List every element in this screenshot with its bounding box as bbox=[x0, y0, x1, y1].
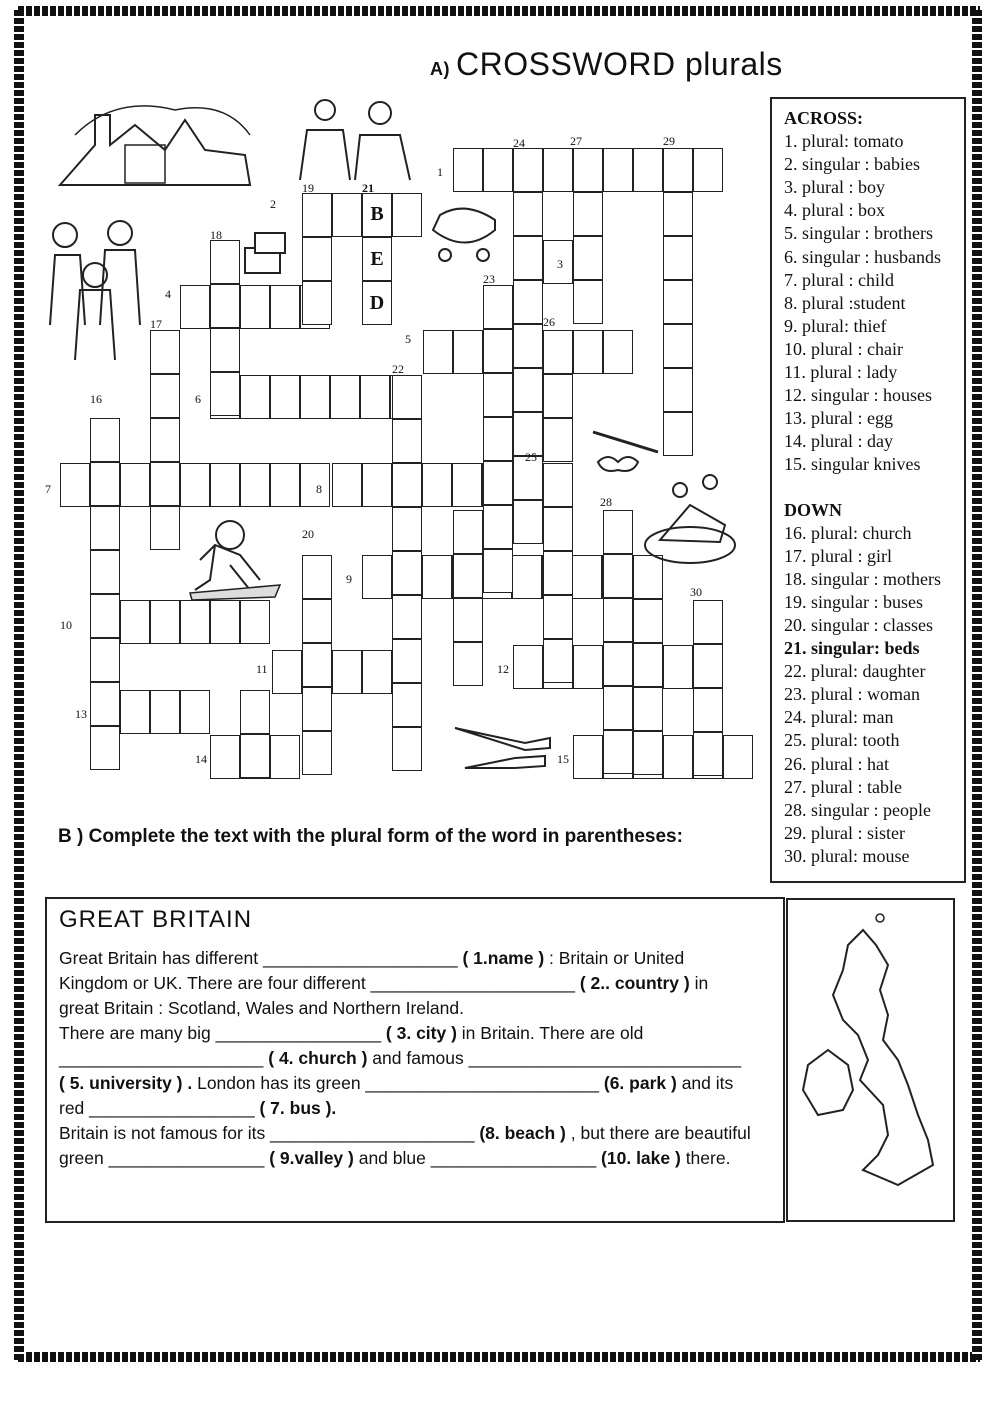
text-fragment: There are many big _________________ bbox=[59, 1023, 386, 1043]
clue-number: 29 bbox=[663, 134, 675, 148]
clue-number: 1 bbox=[437, 165, 443, 179]
crossword-cell[interactable] bbox=[663, 148, 693, 192]
text-fragment: in bbox=[689, 973, 709, 993]
word-cue: ( 4. church ) bbox=[268, 1048, 368, 1068]
across-clue: 9. plural: thief bbox=[784, 315, 887, 336]
down-clue: 25. plural: tooth bbox=[784, 730, 900, 751]
crossword-cell[interactable] bbox=[90, 682, 120, 726]
crossword-cell[interactable] bbox=[362, 650, 392, 694]
clue-number: 25 bbox=[525, 450, 537, 464]
crossword-cell[interactable] bbox=[513, 148, 543, 192]
crossword-cell[interactable] bbox=[90, 638, 120, 682]
text-fragment: _____________________ bbox=[59, 1048, 269, 1068]
clue-number: 21 bbox=[362, 181, 374, 195]
text-fragment: green ________________ bbox=[59, 1148, 270, 1168]
word-cue: ( 9.valley ) bbox=[269, 1148, 354, 1168]
crossword-cell[interactable] bbox=[633, 687, 663, 731]
crossword-cell[interactable] bbox=[150, 418, 180, 462]
crossword-cell[interactable] bbox=[302, 687, 332, 731]
clue-number: 18 bbox=[210, 228, 222, 242]
crossword-cell[interactable] bbox=[270, 463, 300, 507]
across-clue: 7. plural : child bbox=[784, 269, 894, 290]
across-clue: 5. singular : brothers bbox=[784, 223, 933, 244]
crossword-cell[interactable] bbox=[633, 643, 663, 687]
text-line bbox=[59, 948, 684, 968]
clue-number: 14 bbox=[195, 752, 207, 766]
crossword-cell[interactable] bbox=[603, 598, 633, 642]
crossword-cell[interactable] bbox=[240, 463, 270, 507]
word-cue: (6. park ) bbox=[603, 1073, 677, 1093]
crossword-cell[interactable] bbox=[573, 735, 603, 779]
crossword-cell[interactable] bbox=[120, 600, 150, 644]
crossword-cell[interactable] bbox=[483, 285, 513, 329]
crossword-cell[interactable] bbox=[180, 600, 210, 644]
down-clue: 18. singular : mothers bbox=[784, 568, 941, 589]
crossword-cell[interactable] bbox=[663, 735, 693, 779]
crossword-cell[interactable] bbox=[543, 148, 573, 192]
down-clue: 27. plural : table bbox=[784, 776, 902, 797]
filled-letter: E bbox=[370, 248, 384, 270]
clue-number: 4 bbox=[165, 287, 171, 301]
word-cue: (8. beach ) bbox=[479, 1123, 566, 1143]
crossword-cell[interactable] bbox=[360, 375, 390, 419]
text-title: GREAT BRITAIN bbox=[59, 906, 253, 933]
text-line bbox=[59, 1123, 751, 1143]
crossword-cell[interactable] bbox=[663, 324, 693, 368]
crossword-cell[interactable] bbox=[693, 600, 723, 644]
crossword-cell[interactable] bbox=[543, 330, 573, 374]
crossword-cell[interactable] bbox=[422, 463, 452, 507]
crossword-cell[interactable] bbox=[603, 642, 633, 686]
crossword-cell[interactable] bbox=[633, 599, 663, 643]
crossword-cell[interactable] bbox=[302, 599, 332, 643]
text-line bbox=[601, 1148, 730, 1168]
text-fragment: and its bbox=[676, 1073, 734, 1093]
clue-number: 12 bbox=[497, 662, 509, 676]
crossword-cell[interactable] bbox=[392, 375, 422, 419]
crossword-cell[interactable] bbox=[513, 500, 543, 544]
text-fragment: and blue _________________ bbox=[353, 1148, 602, 1168]
crossword-cell[interactable] bbox=[210, 372, 240, 416]
crossword-cell[interactable] bbox=[483, 373, 513, 417]
crossword-cell[interactable] bbox=[180, 463, 210, 507]
text-fragment: Great Britain has different ____________________ bbox=[59, 948, 463, 968]
clue-number: 19 bbox=[302, 181, 314, 195]
crossword-cell[interactable] bbox=[362, 463, 392, 507]
crossword-cell[interactable] bbox=[302, 731, 332, 775]
text-fragment: Kingdom or UK. There are four different _____________________ bbox=[59, 973, 580, 993]
crossword-cell[interactable] bbox=[453, 330, 483, 374]
across-clue: 3. plural : boy bbox=[784, 177, 885, 198]
filled-letter: B bbox=[370, 203, 384, 225]
crossword-cell[interactable] bbox=[603, 730, 633, 774]
crossword-cell[interactable] bbox=[240, 285, 270, 329]
crossword-cell[interactable] bbox=[483, 148, 513, 192]
crossword-cell[interactable] bbox=[453, 598, 483, 642]
across-clue: 10. plural : chair bbox=[784, 338, 903, 359]
text-fragment: Britain is not famous for its _____________________ bbox=[59, 1123, 480, 1143]
crossword-cell[interactable] bbox=[452, 463, 482, 507]
text-line bbox=[59, 998, 464, 1018]
crossword-cell[interactable] bbox=[150, 690, 180, 734]
knives-illustration bbox=[450, 718, 560, 778]
clue-number: 2 bbox=[270, 197, 276, 211]
across-clue: 1. plural: tomato bbox=[784, 131, 904, 152]
castle-illustration bbox=[55, 95, 255, 195]
crossword-cell[interactable] bbox=[603, 148, 633, 192]
text-line bbox=[59, 1098, 336, 1118]
crossword-cell[interactable] bbox=[210, 463, 240, 507]
crossword-cell[interactable] bbox=[693, 732, 723, 776]
crossword-cell[interactable] bbox=[513, 645, 543, 689]
clue-number: 5 bbox=[405, 332, 411, 346]
crossword-cell[interactable] bbox=[90, 550, 120, 594]
crossword-cell[interactable] bbox=[513, 280, 543, 324]
crossword-cell[interactable] bbox=[120, 463, 150, 507]
crossword-cell[interactable] bbox=[90, 506, 120, 550]
crossword-cell[interactable] bbox=[210, 284, 240, 328]
across-clue: 13. plural : egg bbox=[784, 408, 893, 429]
crossword-cell[interactable] bbox=[453, 148, 483, 192]
crossword-cell[interactable] bbox=[693, 644, 723, 688]
boxes-illustration bbox=[240, 228, 300, 278]
crossword-cell[interactable] bbox=[362, 555, 392, 599]
down-clue: 24. plural: man bbox=[784, 707, 894, 728]
clue-number: 30 bbox=[690, 585, 702, 599]
crossword-cell[interactable] bbox=[302, 237, 332, 281]
across-heading: ACROSS: bbox=[784, 108, 864, 128]
crossword-cell[interactable] bbox=[453, 510, 483, 554]
crossword-cell[interactable] bbox=[272, 650, 302, 694]
crossword-cell[interactable] bbox=[483, 505, 513, 549]
down-clue: 17. plural : girl bbox=[784, 545, 892, 566]
crossword-cell[interactable] bbox=[332, 463, 362, 507]
crossword-cell[interactable] bbox=[392, 551, 422, 595]
crossword-cell[interactable] bbox=[120, 690, 150, 734]
crossword-cell[interactable] bbox=[513, 368, 543, 412]
crossword-cell[interactable] bbox=[573, 236, 603, 280]
across-clue: 8. plural :student bbox=[784, 292, 906, 313]
map-box bbox=[786, 898, 955, 1222]
crossword-cell[interactable] bbox=[392, 193, 422, 237]
crossword-cell[interactable] bbox=[603, 554, 633, 598]
crossword-cell[interactable] bbox=[392, 419, 422, 463]
clue-number: 10 bbox=[60, 618, 72, 632]
crossword-cell[interactable] bbox=[302, 643, 332, 687]
down-clue: 23. plural : woman bbox=[784, 684, 920, 705]
text-fragment: in Britain. There are old bbox=[456, 1023, 644, 1043]
crossword-cell[interactable] bbox=[392, 507, 422, 551]
crossword-cell[interactable] bbox=[150, 330, 180, 374]
clue-number: 6 bbox=[195, 392, 201, 406]
crossword-cell[interactable] bbox=[453, 554, 483, 598]
crossword-cell[interactable] bbox=[453, 642, 483, 686]
text-line bbox=[59, 1073, 604, 1093]
britain-map-illustration bbox=[788, 900, 953, 1220]
across-clue: 12. singular : houses bbox=[784, 385, 932, 406]
crossword-cell[interactable] bbox=[150, 600, 180, 644]
crossword-cell[interactable] bbox=[240, 734, 270, 778]
clue-number: 24 bbox=[513, 136, 525, 150]
crossword-cell[interactable] bbox=[302, 193, 332, 237]
crossword-cell[interactable] bbox=[332, 650, 362, 694]
crossword-cell[interactable] bbox=[483, 417, 513, 461]
text-line bbox=[604, 1073, 733, 1093]
text-fragment: red _________________ bbox=[59, 1098, 260, 1118]
crossword-cell[interactable] bbox=[633, 148, 663, 192]
word-cue: ( 2.. country ) bbox=[579, 973, 690, 993]
crossword-cell[interactable] bbox=[60, 463, 90, 507]
teeth-illustration bbox=[588, 422, 668, 477]
crossword-cell[interactable] bbox=[392, 639, 422, 683]
crossword-cell[interactable] bbox=[302, 555, 332, 599]
crossword-cell[interactable] bbox=[543, 551, 573, 595]
crossword-cell[interactable] bbox=[210, 600, 240, 644]
word-cue: ( 1.name ) bbox=[462, 948, 545, 968]
down-clue: 28. singular : people bbox=[784, 799, 931, 820]
crossword-cell[interactable] bbox=[90, 726, 120, 770]
across-clues bbox=[784, 130, 964, 476]
crossword-cell[interactable] bbox=[423, 330, 453, 374]
down-clue: 21. singular: beds bbox=[784, 638, 920, 659]
clue-number: 23 bbox=[483, 272, 495, 286]
crossword-cell[interactable] bbox=[240, 600, 270, 644]
down-heading: DOWN bbox=[784, 499, 842, 520]
crossword-cell[interactable] bbox=[543, 595, 573, 639]
crossword-cell[interactable] bbox=[573, 330, 603, 374]
text-fragment: and famous ____________________________ bbox=[367, 1048, 742, 1068]
down-clue: 19. singular : buses bbox=[784, 591, 923, 612]
crossword-cell[interactable] bbox=[300, 375, 330, 419]
thief-illustration bbox=[180, 515, 285, 600]
down-clue: 26. plural : hat bbox=[784, 753, 889, 774]
text-fragment: there. bbox=[680, 1148, 731, 1168]
crossword-cell[interactable] bbox=[663, 236, 693, 280]
crossword-cell[interactable] bbox=[270, 375, 300, 419]
baby-carriage-illustration bbox=[425, 200, 500, 265]
clue-number: 13 bbox=[75, 707, 87, 721]
clue-number: 8 bbox=[316, 482, 322, 496]
text-fragment: London has its green ________________________ bbox=[192, 1073, 604, 1093]
across-clue: 14. plural : day bbox=[784, 431, 893, 452]
text-line bbox=[59, 1048, 741, 1068]
crossword-cell[interactable] bbox=[240, 690, 270, 734]
crossword-cell[interactable] bbox=[180, 285, 210, 329]
clue-number: 28 bbox=[600, 495, 612, 509]
clues-panel bbox=[770, 97, 966, 883]
clue-number: 9 bbox=[346, 572, 352, 586]
down-clues bbox=[784, 522, 964, 868]
crossword-cell[interactable] bbox=[210, 240, 240, 284]
children-illustration bbox=[40, 215, 150, 365]
clue-number: 7 bbox=[45, 482, 51, 496]
text-line bbox=[59, 1023, 643, 1043]
crossword-cell[interactable] bbox=[210, 328, 240, 372]
crossword-cell[interactable] bbox=[663, 645, 693, 689]
crossword-cell[interactable] bbox=[573, 280, 603, 324]
clue-number: 27 bbox=[570, 134, 582, 148]
clue-number: 26 bbox=[543, 315, 555, 329]
crossword-cell[interactable] bbox=[210, 735, 240, 779]
crossword-cell[interactable] bbox=[663, 280, 693, 324]
border-bottom bbox=[18, 1352, 980, 1362]
text-fragment: : Britain or United bbox=[544, 948, 685, 968]
crossword-cell[interactable] bbox=[332, 193, 362, 237]
across-clue: 11. plural : lady bbox=[784, 362, 898, 383]
crossword-cell[interactable] bbox=[543, 418, 573, 462]
across-clue: 6. singular : husbands bbox=[784, 246, 941, 267]
mice-cheese-illustration bbox=[640, 470, 740, 570]
text-line bbox=[59, 1148, 601, 1168]
men-illustration bbox=[285, 95, 425, 185]
crossword-cell[interactable] bbox=[90, 462, 120, 506]
crossword-cell[interactable] bbox=[603, 330, 633, 374]
crossword-cell[interactable] bbox=[483, 549, 513, 593]
crossword-cell[interactable] bbox=[663, 192, 693, 236]
section-b-instructions: B ) Complete the text with the plural form of the word in parentheses: bbox=[58, 826, 683, 847]
across-clue: 2. singular : babies bbox=[784, 154, 920, 175]
down-clue: 22. plural: daughter bbox=[784, 661, 926, 682]
crossword-cell[interactable] bbox=[572, 555, 602, 599]
crossword-cell[interactable] bbox=[543, 639, 573, 683]
crossword-cell[interactable] bbox=[422, 555, 452, 599]
text-body bbox=[59, 946, 775, 1171]
clue-number: 3 bbox=[557, 257, 563, 271]
crossword-cell[interactable] bbox=[573, 645, 603, 689]
crossword-cell[interactable] bbox=[633, 731, 663, 775]
down-clue: 20. singular : classes bbox=[784, 614, 933, 635]
clue-number: 15 bbox=[557, 752, 569, 766]
crossword-cell[interactable] bbox=[543, 374, 573, 418]
crossword-cell[interactable] bbox=[513, 192, 543, 236]
down-clue: 29. plural : sister bbox=[784, 822, 905, 843]
crossword-cell[interactable] bbox=[663, 368, 693, 412]
word-cue: ( 3. city ) bbox=[385, 1023, 457, 1043]
crossword-cell[interactable] bbox=[392, 727, 422, 771]
down-clue: 30. plural: mouse bbox=[784, 845, 910, 866]
crossword-cell[interactable] bbox=[603, 686, 633, 730]
clue-number: 22 bbox=[392, 362, 404, 376]
page-title: A) CROSSWORD plurals bbox=[430, 46, 783, 82]
crossword-cell[interactable] bbox=[483, 461, 513, 505]
crossword-cell[interactable] bbox=[150, 462, 180, 506]
crossword-cell[interactable] bbox=[392, 463, 422, 507]
crossword-cell[interactable] bbox=[392, 595, 422, 639]
across-clue: 15. singular knives bbox=[784, 454, 921, 475]
text-fragment: great Britain : Scotland, Wales and Northern Ireland. bbox=[59, 998, 464, 1018]
word-cue: ( 7. bus ). bbox=[259, 1098, 337, 1118]
clue-number: 16 bbox=[90, 392, 102, 406]
clue-number: 17 bbox=[150, 317, 162, 331]
crossword-cell[interactable] bbox=[240, 375, 270, 419]
crossword-cell[interactable] bbox=[150, 506, 180, 550]
text-fragment: , but there are beautiful bbox=[565, 1123, 751, 1143]
across-clue: 4. plural : box bbox=[784, 200, 885, 221]
crossword-cell[interactable] bbox=[90, 418, 120, 462]
crossword-cell[interactable] bbox=[302, 281, 332, 325]
clue-number: 11 bbox=[256, 662, 268, 676]
crossword-cell[interactable] bbox=[180, 690, 210, 734]
crossword-cell[interactable] bbox=[573, 148, 603, 192]
crossword-cell[interactable] bbox=[603, 510, 633, 554]
crossword-cell[interactable] bbox=[543, 463, 573, 507]
down-clue: 16. plural: church bbox=[784, 522, 912, 543]
crossword-cell[interactable] bbox=[723, 735, 753, 779]
crossword-cell[interactable] bbox=[483, 329, 513, 373]
crossword-cell[interactable] bbox=[693, 688, 723, 732]
crossword-cell[interactable] bbox=[270, 285, 300, 329]
word-cue: ( 5. university ) . bbox=[59, 1073, 193, 1093]
crossword-cell[interactable] bbox=[392, 683, 422, 727]
great-britain-text-box bbox=[45, 897, 785, 1223]
crossword-cell[interactable] bbox=[150, 374, 180, 418]
crossword-cell[interactable] bbox=[90, 594, 120, 638]
crossword-cell[interactable] bbox=[573, 192, 603, 236]
crossword-cell[interactable] bbox=[270, 735, 300, 779]
filled-letter: D bbox=[369, 292, 385, 314]
word-cue: (10. lake ) bbox=[601, 1148, 681, 1168]
crossword-cell[interactable] bbox=[513, 236, 543, 280]
crossword-cell[interactable] bbox=[513, 324, 543, 368]
crossword-cell[interactable] bbox=[300, 463, 330, 507]
crossword-cell[interactable] bbox=[693, 148, 723, 192]
crossword-cell[interactable] bbox=[543, 507, 573, 551]
text-line bbox=[59, 973, 708, 993]
clue-number: 20 bbox=[302, 527, 314, 541]
crossword-cell[interactable] bbox=[330, 375, 360, 419]
crossword-cell[interactable] bbox=[512, 555, 542, 599]
